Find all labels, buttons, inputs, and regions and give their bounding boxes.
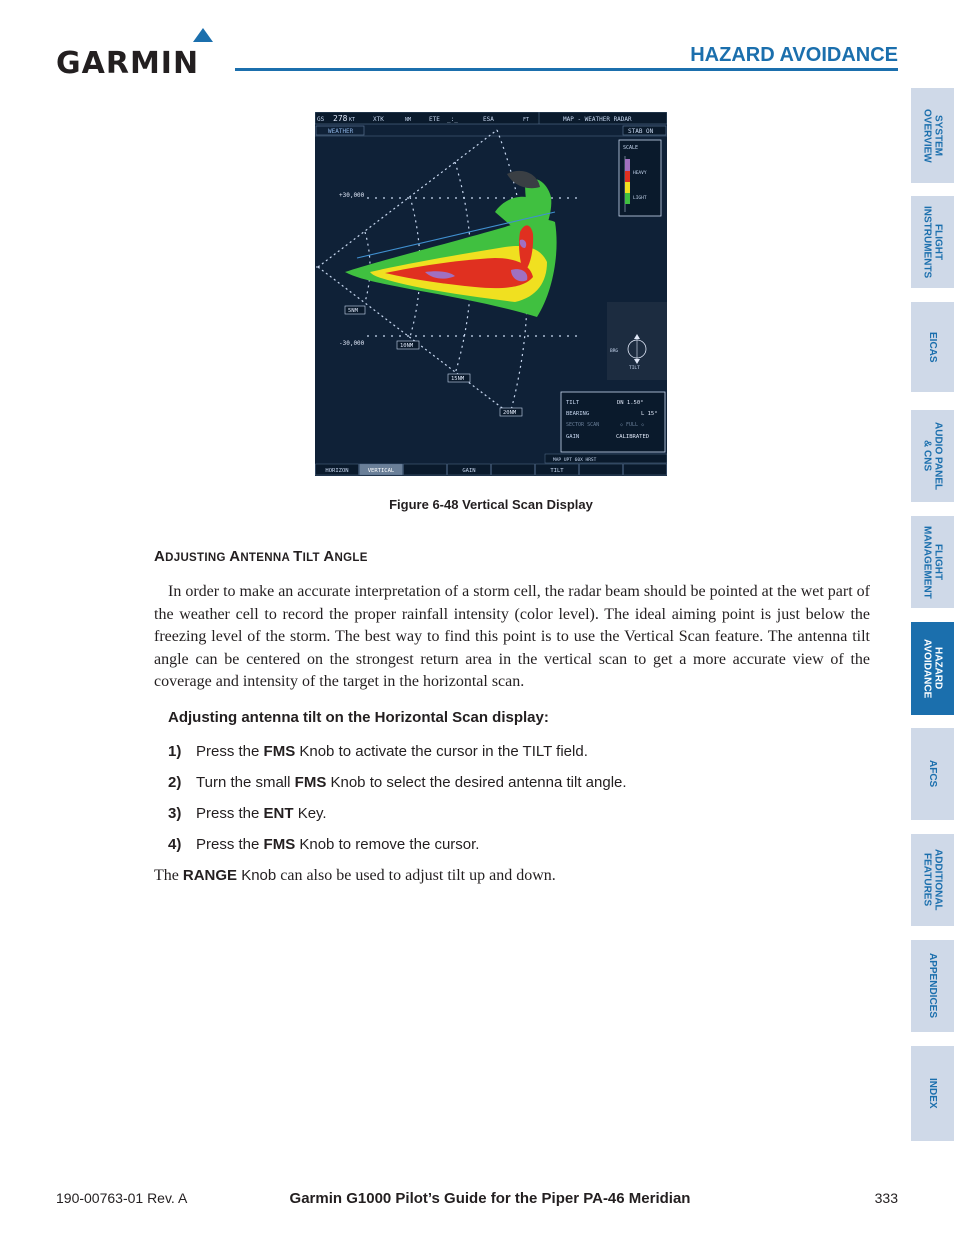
xtk-label: XTK [373,116,384,123]
softkey-label: GAIN [462,468,476,474]
esa-unit: FT [523,117,530,123]
side-tab-label: AFCS [927,760,938,788]
info-tilt-value: DN 1.50° [617,400,644,406]
softkey-blank-7[interactable] [624,464,667,475]
scale-swatch-green [625,193,630,204]
info-sector-value: ◇ FULL ◇ [620,422,645,428]
page-title: MAP - WEATHER RADAR [563,116,632,123]
step-text: Turn the small [196,774,295,791]
side-tab-hazard-avoidance[interactable] [911,622,954,715]
xtk-unit: NM [405,117,412,123]
info-sector-label: SECTOR SCAN [566,422,600,428]
subheading-cap-3: T [293,548,303,565]
info-gain-label: GAIN [566,434,580,440]
side-tab-afcs[interactable] [911,728,954,820]
side-tab-flight-management[interactable] [911,516,954,608]
subheading-cap-2: A [229,548,241,565]
range-label-15: 15NM [451,376,465,382]
subheading-rest-4: NGLE [334,552,368,564]
step-number: 1) [168,743,182,760]
subheading-rest-3: ILT [302,552,324,564]
info-bearing-value: L 15° [641,411,658,417]
logo-text: GARMIN [56,46,200,81]
step-text: Key. [293,805,327,822]
side-tab-label: HAZARD AVOIDANCE [921,638,944,699]
footer-title: Garmin G1000 Pilot’s Guide for the Piper PA-46 Meridian [289,1190,691,1207]
weather-radar-figure [315,112,667,476]
procedure-step-3 [168,805,327,822]
gs-label: GS [317,116,325,123]
side-tab-label: APPENDICES [927,953,938,1019]
range-key: RANGE [182,867,238,884]
side-tab-label: SYSTEM OVERVIEW [921,108,944,163]
side-tab-eicas[interactable] [911,302,954,392]
procedure-step-4 [168,836,479,853]
ete-value: _:_ [447,116,458,123]
section-subheading [154,548,368,565]
side-tab-label: INDEX [927,1078,938,1109]
side-tab-label: FLIGHT MANAGEMENT [921,525,944,599]
step-text: Press the [196,805,264,822]
step-key: FMS [294,774,327,791]
figure-caption: Figure 6-48 Vertical Scan Display [389,497,593,512]
scale-swatch-yellow [625,182,630,193]
tilt-indicator-label: TILT [629,366,640,371]
softkey-label: TILT [550,468,564,474]
procedure-step-2 [168,774,627,791]
gs-unit: KT [349,117,356,123]
softkey-label: VERTICAL [367,468,395,474]
scale-swatch-magenta [625,159,630,171]
info-tilt-label: TILT [566,400,580,406]
brg-label: BRG [610,349,619,354]
alt-label-top: +30,000 [339,192,365,199]
section-title: HAZARD AVOIDANCE [690,44,898,66]
scale-swatch-red [625,171,630,182]
scale-title: SCALE [623,145,639,151]
subheading-cap-1: A [154,548,166,565]
body-paragraph: In order to make an accurate interpretation of a storm cell, the radar beam should be pointed at the wet part of the weather cell to record the proper rainfall intensity (color level). The ideal aiming point is just below the freezing level of the storm. The best way to find this point is to use the Vertical Scan feature. The antenna tilt angle can be centered on the strongest return area in the vertical scan to get a more accurate view of the coverage and intensity of the target in the horizontal scan. [154,583,870,691]
range-note-text: can also be used to adjust tilt up and down. [276,867,556,884]
status-strip: MAP UPT 60X HRST [553,458,597,463]
side-tab-label: EICAS [927,331,938,363]
softkey-label: HORIZON [325,468,349,474]
step-text: Knob to remove the cursor. [295,836,480,853]
step-key: FMS [263,836,296,853]
subheading-cap-4: A [323,548,335,565]
range-label-20: 20NM [503,410,517,416]
side-tab-label: ADDITIONAL FEATURES [921,849,944,911]
subheading-rest-2: NTENNA [240,552,294,564]
range-label-5: 5NM [348,308,358,314]
garmin-logo [56,28,218,81]
side-tab-audio-panel-cns[interactable] [911,410,954,502]
procedure-step-1 [168,743,588,760]
range-label-10: 10NM [400,343,414,349]
vertical-scan-display [315,112,667,476]
alt-label-bottom: -30,000 [339,340,365,347]
step-text: Press the [196,836,264,853]
side-tab-flight-instruments[interactable] [911,196,954,288]
step-number: 2) [168,774,182,791]
step-number: 4) [168,836,182,853]
footer-page-number: 333 [874,1190,898,1206]
header-rule [235,68,898,71]
step-text: Press the [196,743,264,760]
side-tab-system-overview[interactable] [911,88,954,183]
scale-light: LIGHT [633,196,647,201]
gs-value: 278 [333,114,348,123]
step-text: Knob to activate the cursor in the TILT field. [295,743,588,760]
step-text: Knob to select the desired antenna tilt angle. [326,774,627,791]
ete-label: ETE [429,116,440,123]
side-tab-appendices[interactable] [911,940,954,1032]
procedure-title: Adjusting antenna tilt on the Horizontal Scan display: [168,709,549,726]
softkey-blank-2[interactable] [404,464,447,475]
side-tab-index[interactable] [911,1046,954,1141]
range-knob-text: Knob [237,867,277,884]
footer-doc-number: 190-00763-01 Rev. A [56,1190,188,1206]
side-tab-additional-features[interactable] [911,834,954,926]
side-tab-label: FLIGHT INSTRUMENTS [921,205,944,279]
step-number: 3) [168,805,182,822]
esa-label: ESA [483,116,494,123]
scale-heavy: HEAVY [633,171,647,176]
softkey-blank-6[interactable] [580,464,623,475]
softkey-blank-4[interactable] [492,464,535,475]
step-key: FMS [263,743,296,760]
side-tab-label: AUDIO PANEL & CNS [921,421,944,491]
info-gain-value: CALIBRATED [616,434,650,440]
stab-label: STAB ON [628,128,654,135]
step-key: ENT [263,805,294,822]
subheading-rest-1: DJUSTING [165,552,230,564]
range-note [154,867,556,885]
info-bearing-label: BEARING [566,411,590,417]
range-note-text: The [154,867,183,884]
mode-label: WEATHER [328,128,354,135]
